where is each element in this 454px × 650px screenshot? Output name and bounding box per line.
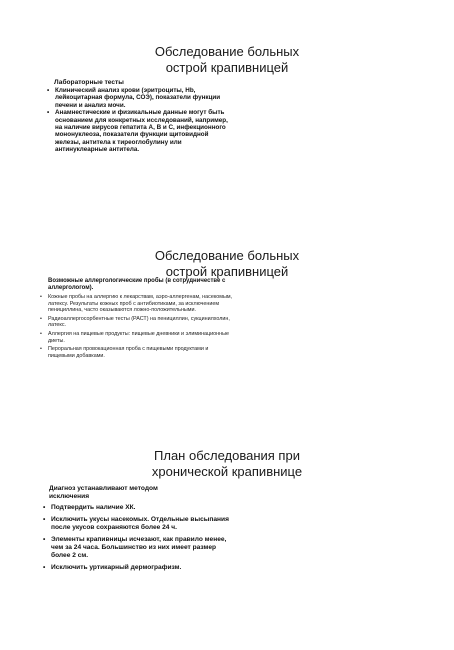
list-item: • Элементы крапивницы исчезают, как правило менее, чем за 24 часа. Большинство из них имеет размер более 2 см. bbox=[43, 536, 233, 560]
list-item: • Аллергия на пищевые продукты: пищевые дневники и элиминационные диеты. bbox=[40, 331, 235, 344]
slide-title bbox=[0, 44, 454, 76]
list-item: • Подтвердить наличие ХК. bbox=[43, 504, 233, 512]
list-item: • Анамнестические и физикальные данные могут быть основанием для конкретных исследований, например, на наличие вирусов гепатита А, В и С, инфекционного мононуклеоза, показатели функции щитовидной железы, антитела к тиреоглобулину или антинуклеарные антитела. bbox=[47, 109, 229, 153]
list-item: • Пероральная провокационная проба с пищевыми продуктами и пищевыми добавками. bbox=[40, 346, 235, 359]
slide-title-line-1: Обследование больных bbox=[154, 44, 300, 59]
slide-title-line-2: острой крапивницей bbox=[165, 60, 289, 75]
list-item: • Кожные пробы на аллергию к лекарствам, аэро-аллергенам, насекомым, латексу. Результаты кожных проб с антибиотиками, за исключением пенициллина, часто оказываются ложно-положительными. bbox=[40, 294, 235, 314]
slide-title-line-2: хронической крапивнице bbox=[151, 464, 303, 479]
bullet-list bbox=[43, 504, 233, 576]
slide-title-line-1: План обследования при bbox=[154, 448, 300, 463]
slide-title-line-2: острой крапивницей bbox=[165, 264, 289, 279]
slide-title-line-1: Обследование больных bbox=[154, 248, 300, 263]
slide-title bbox=[0, 248, 454, 280]
slide-3 bbox=[0, 430, 454, 650]
slide-subheading: Диагноз устанавливают методом исключения bbox=[49, 485, 158, 500]
slide-title bbox=[0, 448, 454, 480]
slide-1 bbox=[0, 0, 454, 215]
list-item: • Исключить укусы насекомых. Отдельные высыпания после укусов сохраняются более 24 ч. bbox=[43, 516, 233, 532]
list-item: • Клинический анализ крови (эритроциты, Hb, лейкоцитарная формула, СОЭ), показатели функции печени и анализ мочи. bbox=[47, 87, 229, 109]
slide-2 bbox=[0, 215, 454, 430]
bullet-list bbox=[47, 87, 229, 154]
slide-subheading: Лабораторные тесты bbox=[54, 79, 124, 86]
slide-subheading: Возможные аллергологические пробы (в сотрудничестве с аллергологом). bbox=[48, 278, 226, 292]
bullet-list bbox=[40, 294, 235, 361]
list-item: • Радиоаллергосорбентные тесты (РАСТ) на пенициллин, сукцинилхолин, латекс. bbox=[40, 316, 235, 329]
list-item: • Исключить уртикарный дермографизм. bbox=[43, 564, 233, 572]
